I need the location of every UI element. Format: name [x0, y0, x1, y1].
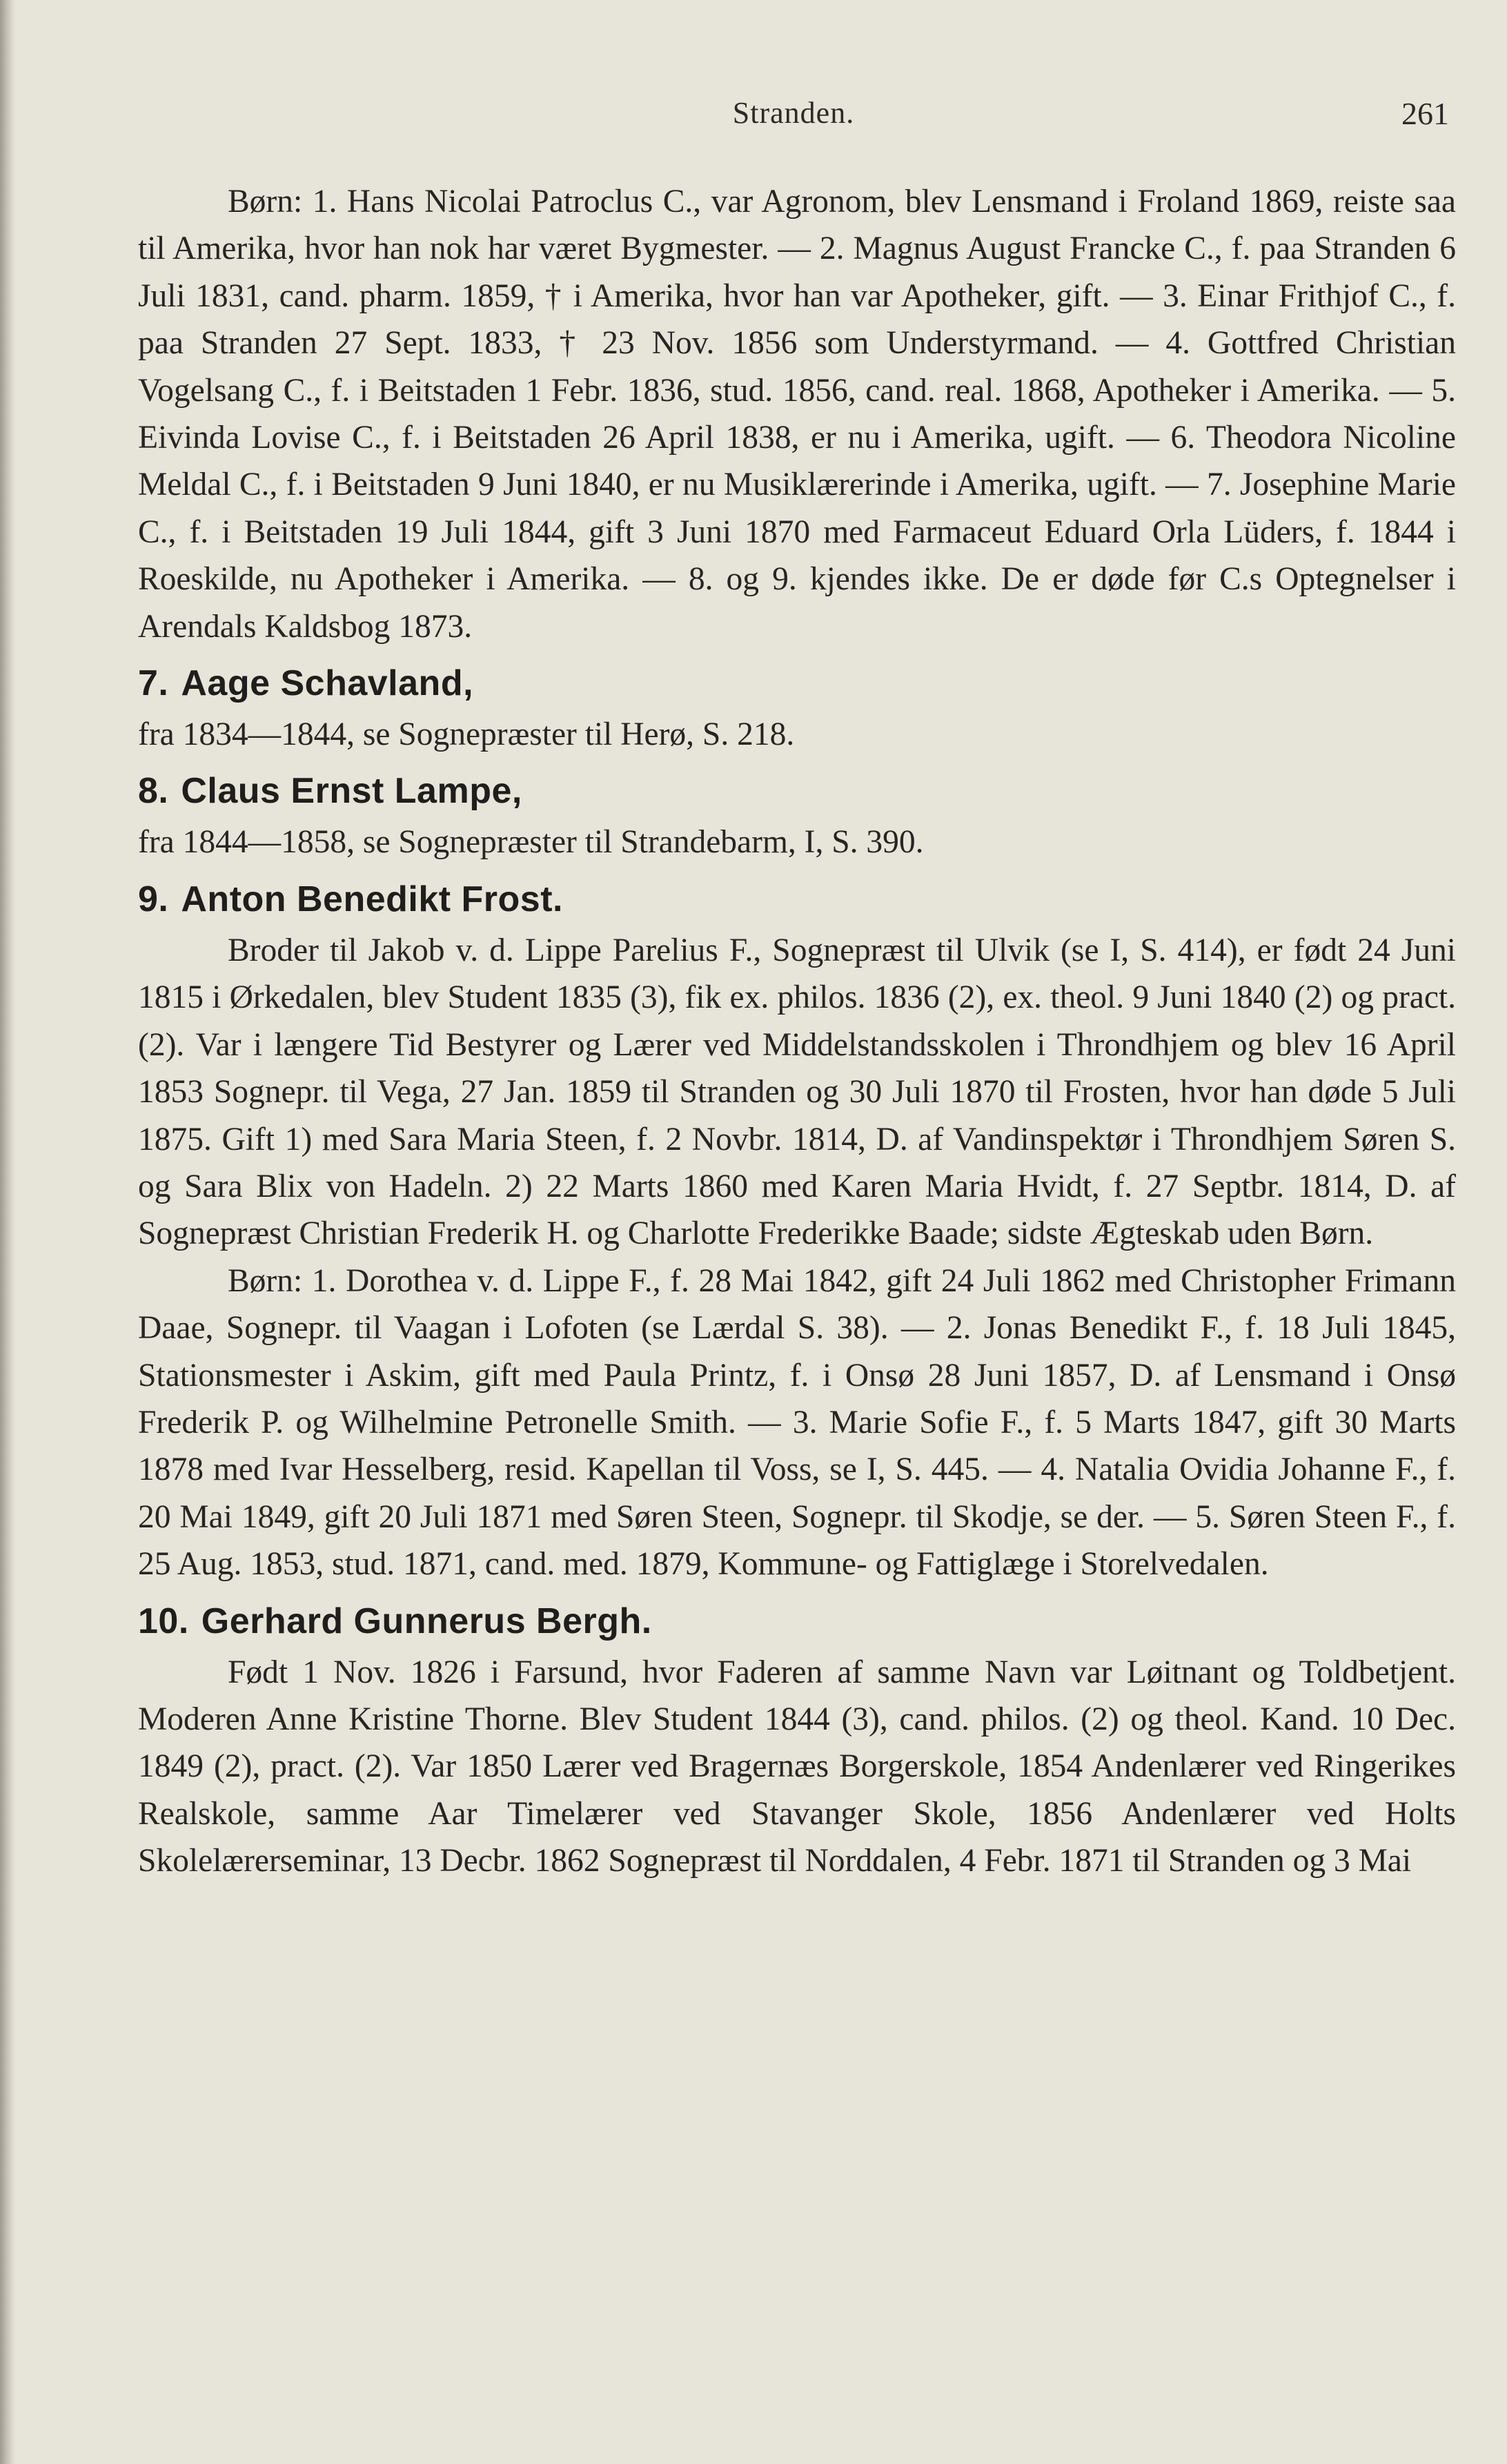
section-10-biography: Født 1 Nov. 1826 i Farsund, hvor Faderen af samme Navn var Løitnant og Toldbetjent. Moderen Anne Kristine Thorne. Blev Student 1844 (3), cand. philos. (2) og theol. Kand. 10 Dec. 1849 (2), pract. (2). Var 1850 Lærer ved Bragernæs Borgerskole, 1854 Andenlærer ved Ringerikes Realskole, samme Aar Timelærer ved Stavanger Skole, 1856 Andenlærer ved Holts Skolelærerseminar, 13 Decbr. 1862 Sognepræst til Norddalen, 4 Febr. 1871 til Stranden og 3 Mai — [138, 1654, 1456, 1879]
section-title: Aage Schavland, — [181, 663, 474, 704]
section-title: Claus Ernst Lampe, — [181, 771, 522, 812]
section-9-biography: Broder til Jakob v. d. Lippe Parelius F., Sognepræst til Ulvik (se I, S. 414), er født 24 Juni 1815 i Ørkedalen, blev Student 1835 (3), fik ex. philos. 1836 (2), ex. theol. 9 Juni 1840 (2) og pract. (2). Var i længere Tid Bestyrer og Lærer ved Middelstandsskolen i Throndhjem og blev 16 April 1853 Sognepr. til Vega, 27 Jan. 1859 til Stranden og 30 Juli 1870 til Frosten, hvor han døde 5 Juli 1875. Gift 1) med Sara Maria Steen, f. 2 Novbr. 1814, D. af Vandinspektør i Throndhjem Søren S. og Sara Blix von Hadeln. 2) 22 Marts 1860 med Karen Maria Hvidt, f. 27 Septbr. 1814, D. af Sognepræst Christian Frederik H. og Charlotte Frederikke Baade; sidste Ægteskab uden Børn. — [138, 932, 1456, 1252]
section-number: 9. — [138, 879, 169, 919]
page-body — [138, 178, 1456, 1885]
section-heading-8 — [138, 769, 1456, 813]
page-number: 261 — [1401, 96, 1449, 131]
paragraph-children-list: Børn: 1. Hans Nicolai Patroclus C., var Agronom, blev Lensmand i Froland 1869, reiste saa til Amerika, hvor han nok har været Bygmester. — 2. Magnus August Francke C., f. paa Stranden 6 Juli 1831, cand. pharm. 1859, † i Amerika, hvor han var Apotheker, gift. — 3. Einar Frithjof C., f. paa Stranden 27 Sept. 1833, † 23 Nov. 1856 som Understyrmand. — 4. Gottfred Christian Vogelsang C., f. i Beitstaden 1 Febr. 1836, stud. 1856, cand. real. 1868, Apotheker i Amerika. — 5. Eivinda Lovise C., f. i Beitstaden 26 April 1838, er nu i Amerika, ugift. — 6. Theodora Nicoline Meldal C., f. i Beitstaden 9 Juni 1840, er nu Musiklærerinde i Amerika, ugift. — 7. Josephine Marie C., f. i Beitstaden 19 Juli 1844, gift 3 Juni 1870 med Farmaceut Eduard Orla Lüders, f. 1844 i Roeskilde, nu Apotheker i Amerika. — 8. og 9. kjendes ikke. De er døde før C.s Optegnelser i Arendals Kaldsbog 1873. — [138, 184, 1456, 645]
section-title: Gerhard Gunnerus Bergh. — [201, 1601, 652, 1641]
page-binding-edge — [0, 0, 15, 2464]
running-title: Stranden. — [732, 96, 855, 130]
section-heading-10 — [138, 1599, 1456, 1643]
section-9-children: Børn: 1. Dorothea v. d. Lippe F., f. 28 Mai 1842, gift 24 Juli 1862 med Christopher Frimann Daae, Sognepr. til Vaagan i Lofoten (se Lærdal S. 38). — 2. Jonas Benedikt F., f. 18 Juli 1845, Stationsmester i Askim, gift med Paula Printz, f. i Onsø 28 Juni 1857, D. af Lensmand i Onsø Frederik P. og Wilhelmine Petronelle Smith. — 3. Marie Sofie F., f. 5 Marts 1847, gift 30 Marts 1878 med Ivar Hesselberg, resid. Kapellan til Voss, se I, S. 445. — 4. Natalia Ovidia Johanne F., f. 20 Mai 1849, gift 20 Juli 1871 med Søren Steen, Sognepr. til Skodje, se der. — 5. Søren Steen F., f. 25 Aug. 1853, stud. 1871, cand. med. 1879, Kommune- og Fattiglæge i Storelvedalen. — [138, 1262, 1456, 1583]
section-heading-7 — [138, 661, 1456, 705]
section-number: 8. — [138, 771, 169, 812]
section-7-reference: fra 1834—1844, se Sognepræster til Herø, S. 218. — [138, 716, 795, 753]
page-header — [138, 95, 1449, 137]
section-number: 10. — [138, 1601, 189, 1641]
section-8-reference: fra 1844—1858, se Sognepræster til Strandebarm, I, S. 390. — [138, 824, 924, 861]
section-title: Anton Benedikt Frost. — [181, 879, 563, 919]
section-number: 7. — [138, 663, 169, 704]
section-heading-9 — [138, 877, 1456, 921]
